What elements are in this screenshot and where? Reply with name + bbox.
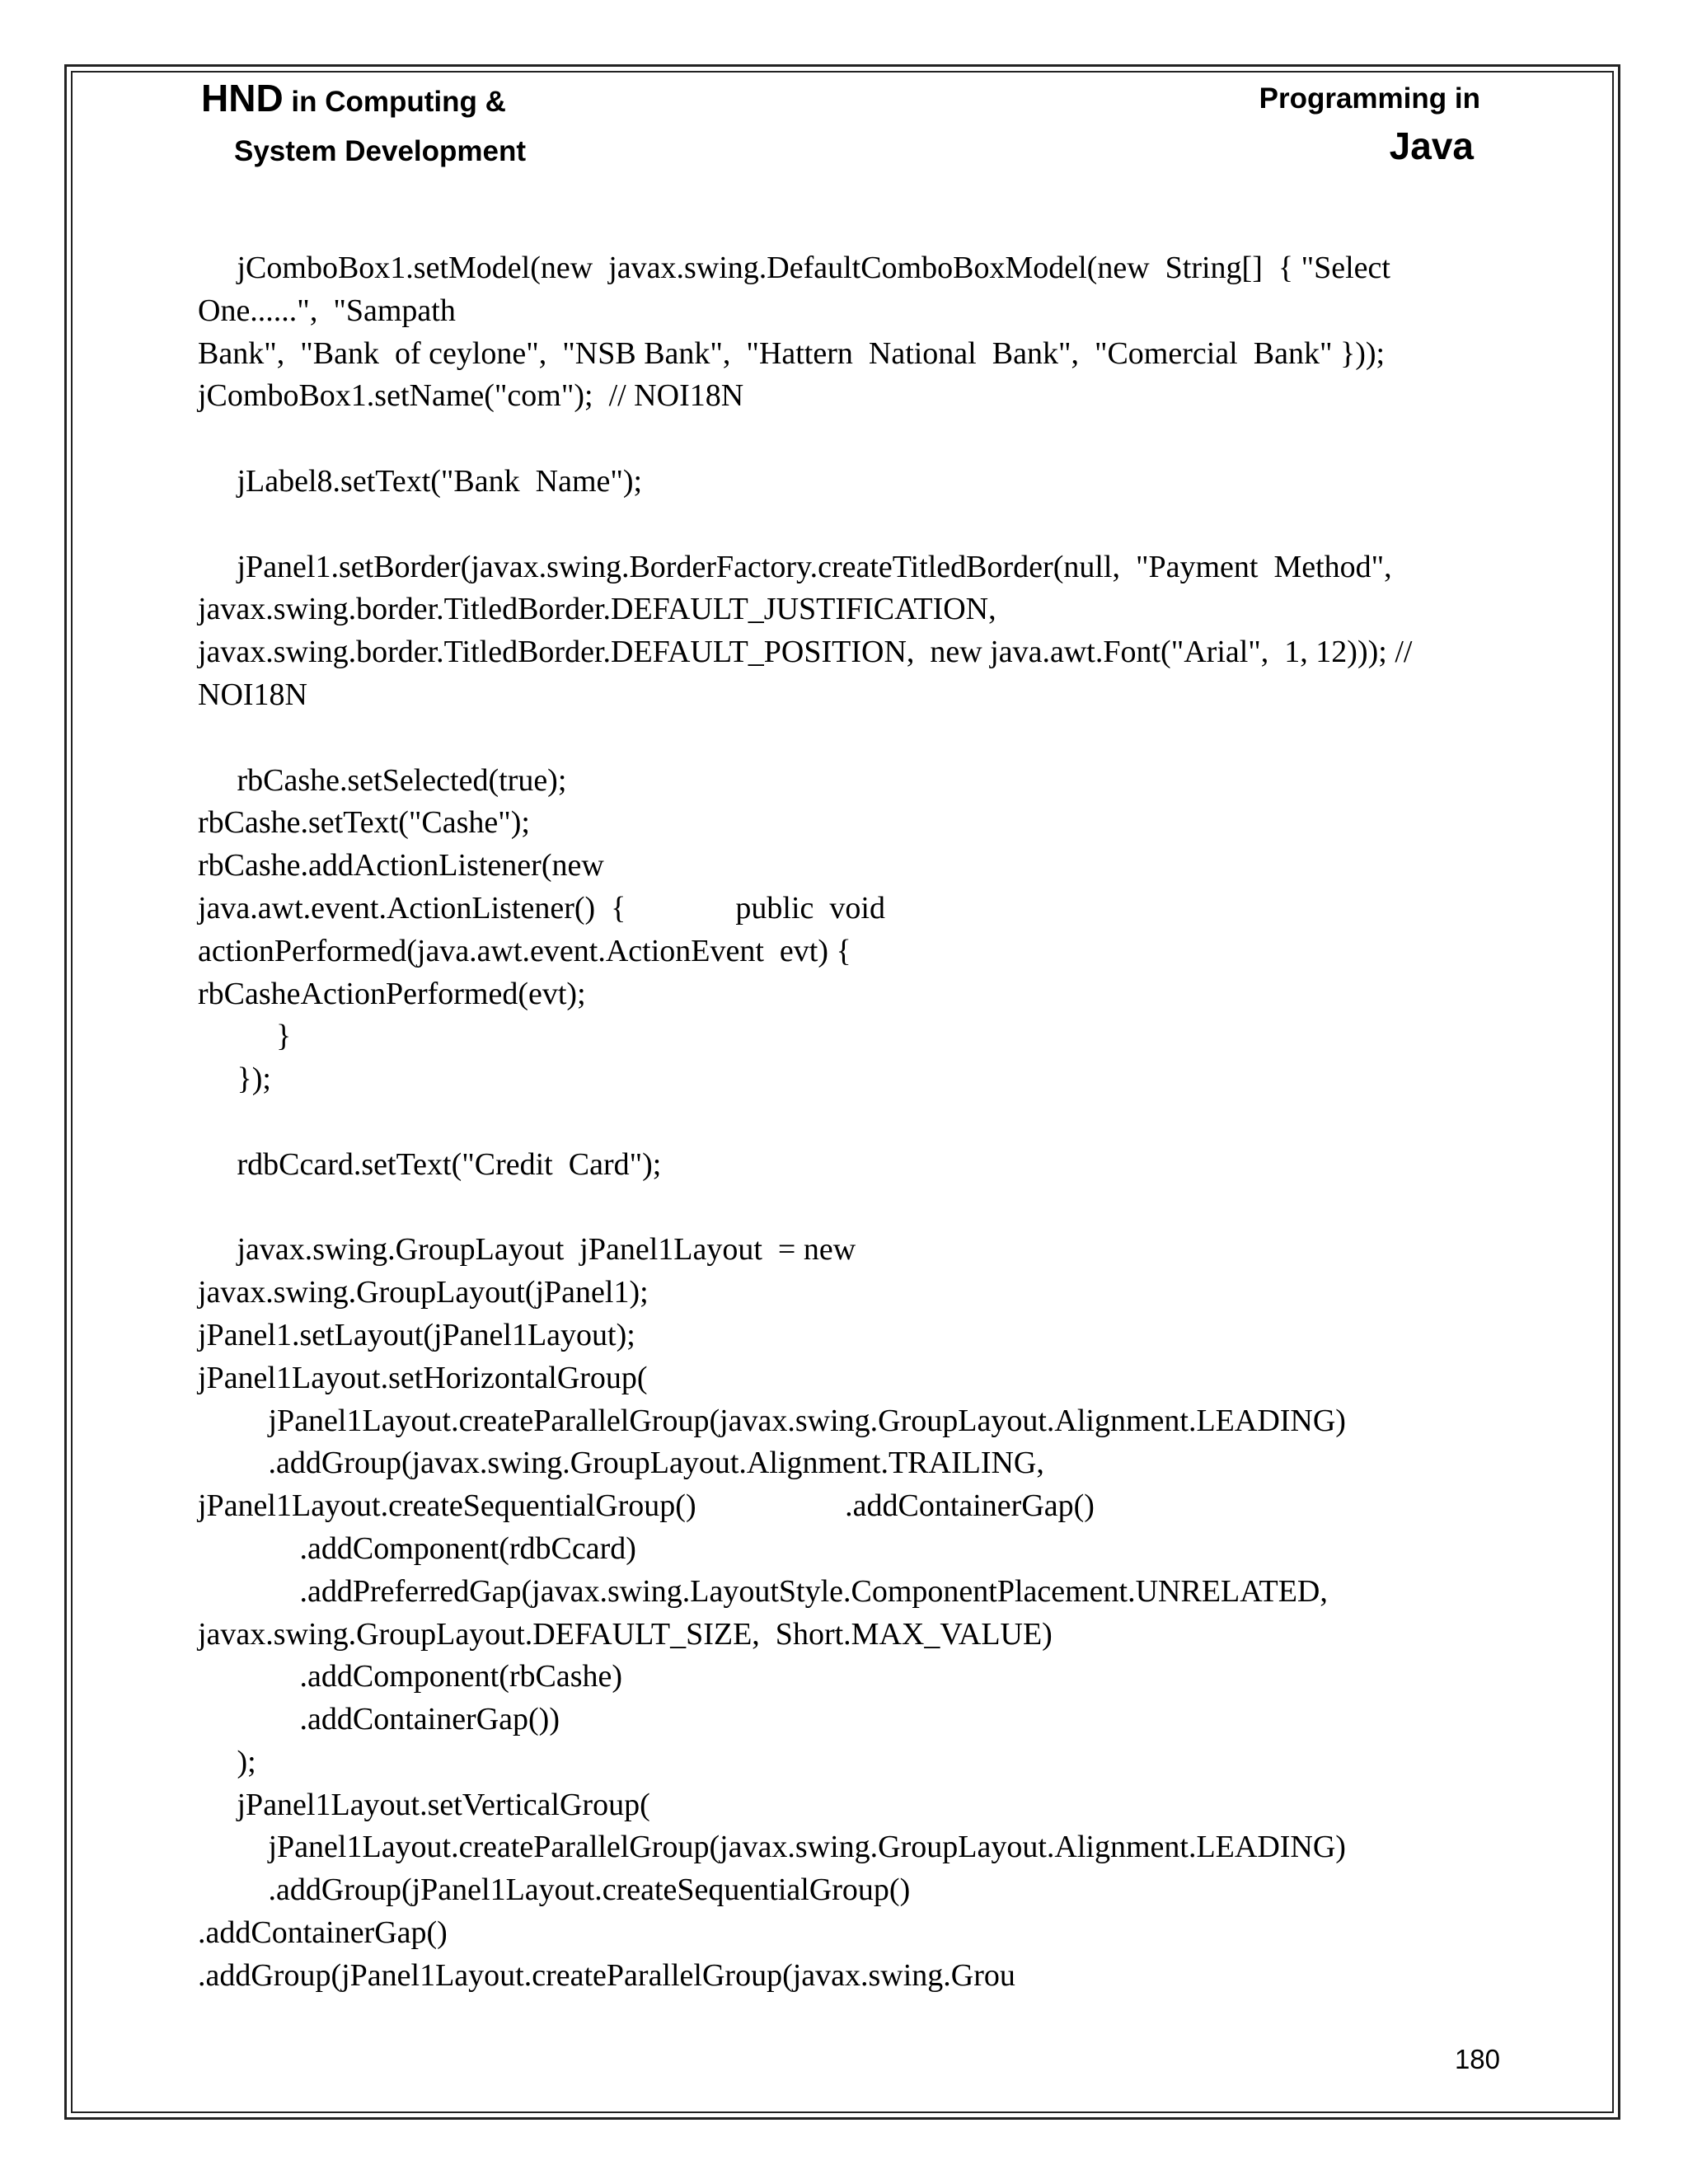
code-line: .addGroup(javax.swing.GroupLayout.Alignment.TRAILING, [198,1446,1044,1481]
code-line: .addPreferredGap(javax.swing.LayoutStyle.ComponentPlacement.UNRELATED, [198,1573,1328,1609]
code-line: One......", "Sampath [198,293,456,328]
header-in-computing: in Computing & [283,86,506,118]
code-line [198,1101,1484,1144]
code-line: rbCasheActionPerformed(evt); [198,976,586,1011]
code-line: javax.swing.border.TitledBorder.DEFAULT_POSITION, new java.awt.Font("Arial", 1, 12))); // [198,635,1413,670]
code-line: NOI18N [198,677,307,712]
code-line: .addGroup(jPanel1Layout.createSequentialGroup() [198,1872,911,1908]
code-line: } [198,1019,292,1054]
code-line: ); [198,1744,256,1779]
header-hnd: HND [201,77,284,120]
code-line: .addGroup(jPanel1Layout.createParallelGroup(javax.swing.Grou [198,1957,1015,1993]
code-line: java.awt.event.ActionListener() { public void [198,890,885,926]
code-line: .addComponent(rbCashe) [198,1659,623,1694]
code-line: jPanel1.setLayout(jPanel1Layout); [198,1317,635,1352]
code-line [198,504,1484,546]
code-line: rdbCcard.setText("Credit Card"); [198,1146,662,1182]
code-line: .addComponent(rdbCcard) [198,1530,636,1566]
code-line: }); [198,1062,271,1097]
code-line: javax.swing.GroupLayout.DEFAULT_SIZE, Short.MAX_VALUE) [198,1616,1053,1652]
header-left-line1 [201,76,506,120]
code-line: rbCashe.setText("Cashe"); [198,805,530,841]
code-line: jPanel1Layout.createParallelGroup(javax.swing.GroupLayout.Alignment.LEADING) [198,1403,1346,1438]
header-java: Java [1389,124,1474,167]
code-line: .addContainerGap() [198,1915,448,1951]
code-line: javax.swing.GroupLayout(jPanel1); [198,1275,649,1310]
header-system-development: System Development [234,135,527,167]
code-line: jLabel8.setText("Bank Name"); [198,463,643,499]
code-line [198,717,1484,760]
code-line: rbCashe.setSelected(true); [198,762,567,798]
code-line: jPanel1.setBorder(javax.swing.BorderFactory.createTitledBorder(null, "Payment Method", [198,549,1392,584]
code-line: jPanel1Layout.createSequentialGroup() .addContainerGap() [198,1488,1095,1524]
code-line: jComboBox1.setModel(new javax.swing.DefaultComboBoxModel(new String[] { "Select [198,251,1390,285]
code-line: actionPerformed(java.awt.event.ActionEvent evt) { [198,933,851,968]
code-line [198,418,1484,461]
page-number: 180 [1454,2044,1500,2074]
code-line: javax.swing.border.TitledBorder.DEFAULT_JUSTIFICATION, [198,592,996,627]
code-line: javax.swing.GroupLayout jPanel1Layout = new [198,1232,856,1268]
code-block [198,247,1484,1998]
code-line: jPanel1Layout.createParallelGroup(javax.swing.GroupLayout.Alignment.LEADING) [198,1830,1346,1865]
code-line: jComboBox1.setName("com"); // NOI18N [198,378,744,414]
code-line: Bank", "Bank of ceylone", "NSB Bank", "Hattern National Bank", "Comercial Bank" })); [198,335,1386,371]
code-line: jPanel1Layout.setVerticalGroup( [198,1787,650,1822]
code-line: jPanel1Layout.setHorizontalGroup( [198,1360,648,1395]
code-line: .addContainerGap()) [198,1702,560,1737]
code-line [198,1187,1484,1230]
header-programming-in: Programming in [1259,82,1480,115]
code-line: rbCashe.addActionListener(new [198,848,604,883]
